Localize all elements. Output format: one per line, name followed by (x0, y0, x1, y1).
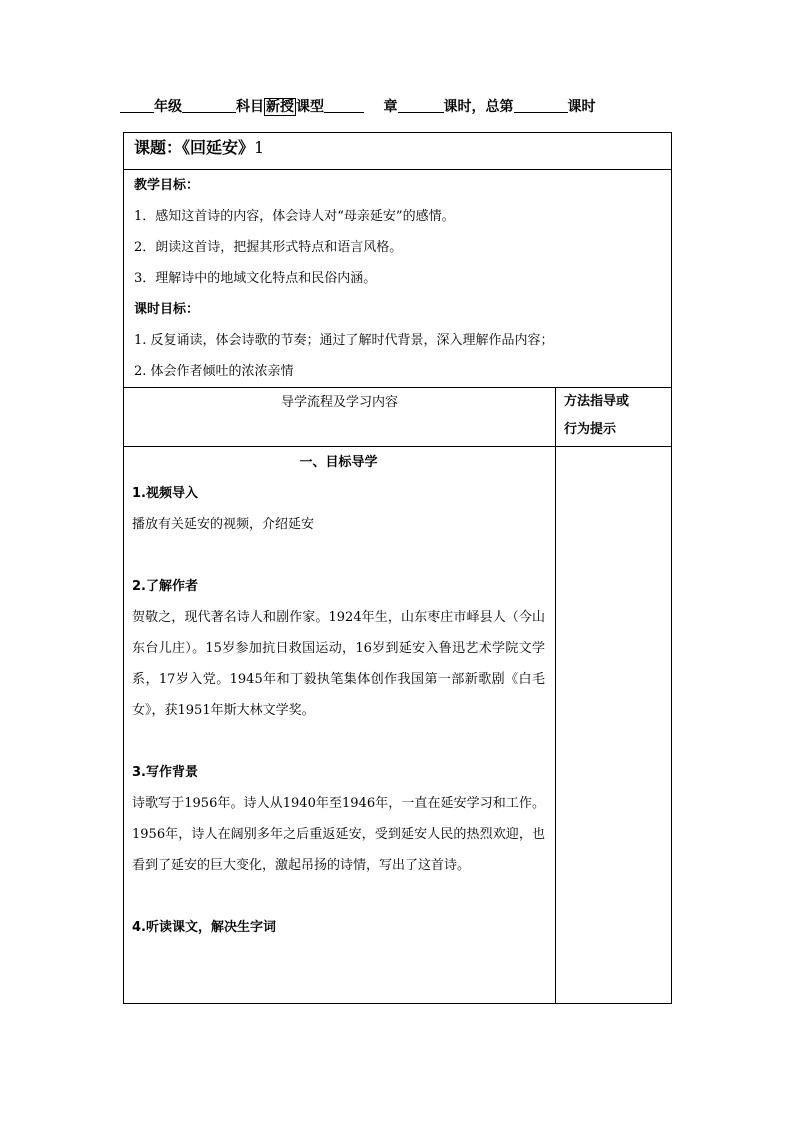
video-intro-heading: 1.视频导入 (132, 486, 198, 501)
goals-cell (124, 170, 672, 388)
type-label: 课型 (296, 99, 324, 115)
lesson-goal-item: 2. 体会作者倾吐的浓浓亲情 (134, 364, 294, 379)
teaching-goal-item: 3．理解诗中的地域文化特点和民俗内涵。 (134, 271, 377, 286)
teaching-goal-item: 2．朗读这首诗，把握其形式特点和语言风格。 (134, 240, 403, 255)
grade-blank (120, 98, 154, 113)
column-header-method-line2: 行为提示 (564, 422, 617, 437)
chapter-label: 章 (383, 99, 398, 115)
author-heading: 2.了解作者 (132, 579, 198, 594)
teaching-goals-heading: 教学目标： (134, 178, 200, 193)
column-header-process (124, 388, 556, 447)
lesson-type-boxed: 新授 (266, 99, 294, 115)
listening-heading: 4.听读课文，解决生字词 (132, 920, 276, 935)
lesson-label: 课时，总第 (443, 99, 514, 115)
spacer (132, 540, 545, 571)
lesson-title-number: 1 (254, 138, 265, 157)
column-header-method (556, 388, 672, 447)
method-content-cell (556, 447, 672, 1004)
subject-label: 科目 (236, 99, 264, 115)
video-intro-text: 播放有关延安的视频，介绍延安 (132, 517, 315, 532)
spacer (132, 881, 545, 912)
lesson-title: 课题：《回延安》 (134, 138, 255, 157)
subject-blank (182, 98, 236, 113)
grade-label: 年级 (154, 99, 182, 115)
lesson-title-cell (124, 133, 672, 170)
section-title: 一、目标导学 (299, 455, 378, 470)
teaching-goal-item: 1．感知这首诗的内容，体会诗人对“母亲延安”的感情。 (134, 209, 455, 224)
lesson-header-line (120, 96, 680, 116)
background-text: 诗歌写于1956年。诗人从1940年至1946年，一直在延安学习和工作。1956年，诗人在阔别多年之后重返延安，受到延安人民的热烈欢迎，也看到了延安的巨大变化，激起吊扬的诗情，写出了这首诗。 (132, 796, 545, 873)
type-blank (324, 98, 364, 113)
author-text: 贺敬之，现代著名诗人和剧作家。1924年生，山东枣庄市峄县人（今山东台儿庄）。15岁参加抗日救国运动，16岁到延安入鲁迅艺术学院文学系，17岁入党。1945年和丁毅执笔集体创作我国第一部新歌剧《白毛女》，获1951年斯大林文学奖。 (132, 610, 545, 718)
column-header-process-label: 导学流程及学习内容 (280, 395, 398, 410)
lesson-plan-table (123, 132, 672, 1004)
chapter-blank (398, 98, 444, 113)
column-header-method-line1: 方法指导或 (564, 394, 630, 409)
background-heading: 3.写作背景 (132, 765, 198, 780)
total-label: 课时 (567, 99, 596, 115)
lesson-goal-item: 1. 反复诵读，体会诗歌的节奏；通过了解时代背景，深入理解作品内容； (134, 333, 554, 348)
lesson-goals-heading: 课时目标： (134, 302, 200, 317)
process-content-cell (124, 447, 556, 1004)
total-blank (514, 98, 568, 113)
spacer (132, 726, 545, 757)
